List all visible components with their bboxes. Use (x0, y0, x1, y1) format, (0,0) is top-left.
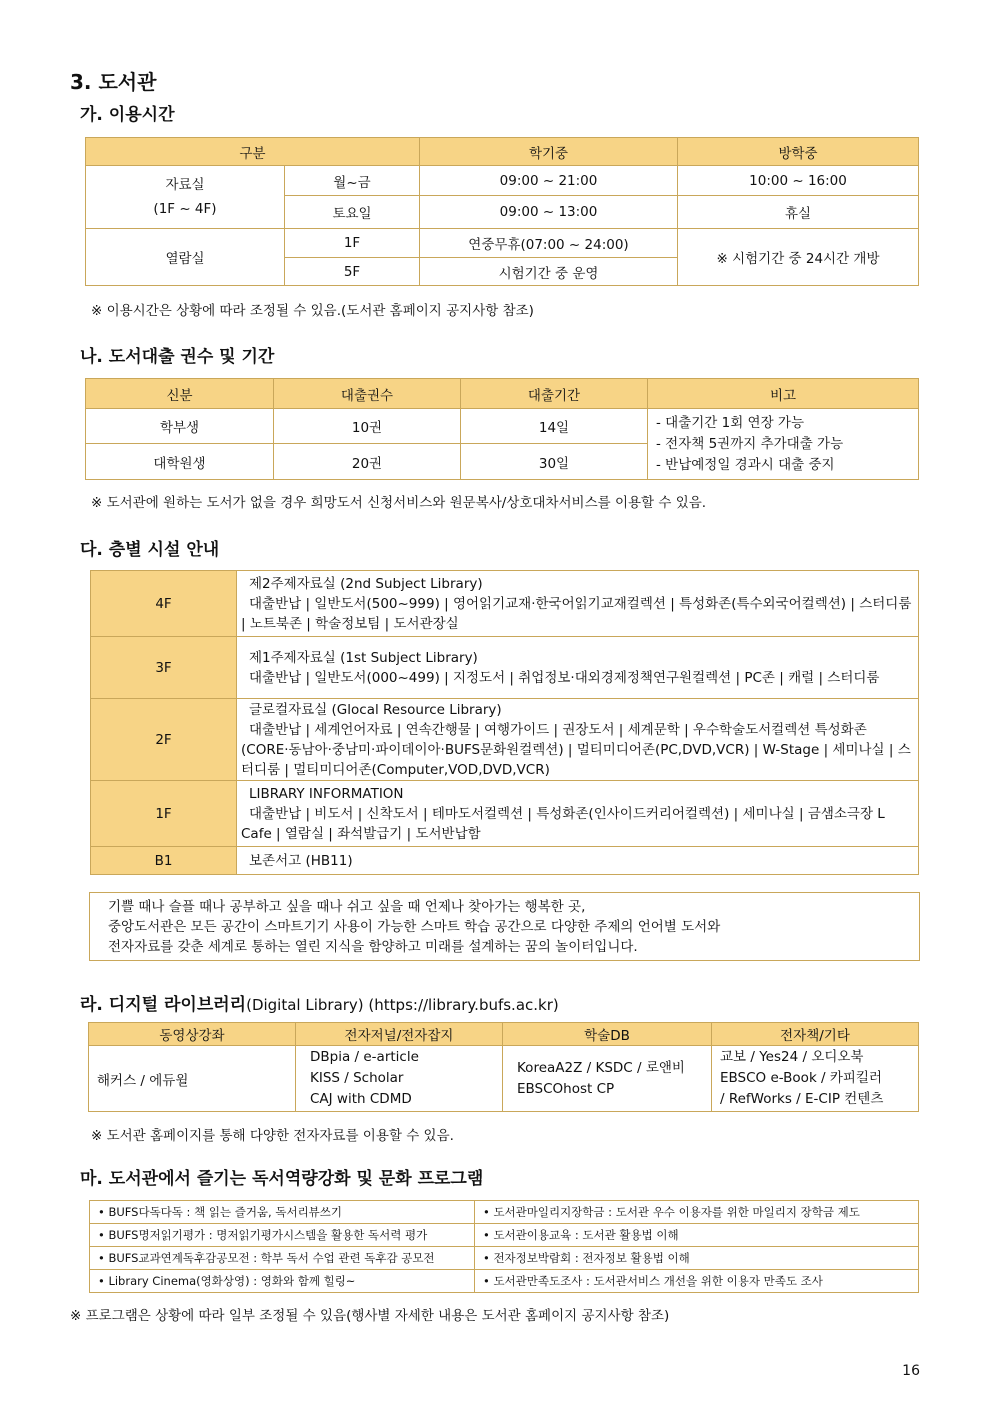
program-table (89, 1200, 919, 1293)
study-room-1f: 1F (285, 229, 420, 258)
loan-grad-period: 30일 (461, 444, 648, 480)
loan-undergrad-period: 14일 (461, 409, 648, 444)
loan-header-who: 신분 (86, 379, 274, 409)
floor-4f-info (237, 571, 919, 637)
saturday-label: 토요일 (285, 196, 420, 229)
floor-2f-desc: 대출반납 | 세계언어자료 | 연속간행물 | 여행가이드 | 권장도서 | 세계문학 | 우수학술도서컬렉션 특성화존(CORE·동남아·중남미·파이데이아·BUFS문화원컬렉션) | 멀티미디어존(PC,DVD,VCR) | W-Stage | 세미나실 | 스터디룸 | 멀티미디어존(Computer,VOD,DVD,VCR) (241, 721, 911, 778)
loan-remark-1: - 대출기간 1회 연장 가능 (656, 414, 804, 431)
digital-journal-3: CAJ with CDMD (310, 1091, 412, 1107)
loan-table (85, 378, 919, 480)
reading-room-cell (86, 166, 285, 229)
digital-db-1: KoreaA2Z / KSDC / 로앤비 (517, 1059, 685, 1076)
digital-ebook-2: EBSCO e-Book / 카피킬러 (720, 1070, 883, 1086)
digital-library-table (88, 1022, 919, 1112)
digital-ebook-3: / RefWorks / E-CIP 컨텐츠 (720, 1091, 884, 1107)
floor-1f-desc: 대출반납 | 비도서 | 신착도서 | 테마도서컬렉션 | 특성화존(인사이드커리어컬렉션) | 세미나실 | 금샘소극장 L Cafe | 열람실 | 좌석발급기 | 도서반납함 (241, 805, 885, 842)
section-e-heading: 마. 도서관에서 즐기는 독서역량강화 및 문화 프로그램 (80, 1169, 484, 1189)
floor-b1-info (237, 847, 919, 875)
digital-journal-2: KISS / Scholar (310, 1070, 404, 1086)
digital-header-ebook: 전자책/기타 (712, 1023, 919, 1046)
floor-2f: 2F (91, 699, 237, 781)
weekday-label: 월~금 (285, 166, 420, 196)
floor-1f-info (237, 781, 919, 847)
hours-table (85, 137, 919, 286)
floor-3f-info (237, 637, 919, 699)
hours-note: ※ 이용시간은 상황에 따라 조정될 수 있음.(도서관 홈페이지 공지사항 참조) (91, 303, 534, 319)
floor-b1: B1 (91, 847, 237, 875)
loan-header-count: 대출권수 (274, 379, 461, 409)
section-a-heading: 가. 이용시간 (80, 105, 175, 125)
floor-b1-title: 보존서고 (HB11) (249, 852, 353, 869)
digital-db-2: EBSCOhost CP (517, 1080, 615, 1097)
program-left-1: • BUFS다독다독 : 책 읽는 즐거움, 독서리뷰쓰기 (90, 1201, 475, 1224)
page-number: 16 (902, 1363, 920, 1379)
saturday-semester: 09:00 ~ 13:00 (420, 196, 678, 229)
section-b-heading: 나. 도서대출 권수 및 기간 (80, 347, 275, 367)
library-intro-box (89, 892, 920, 961)
study-room-5f: 5F (285, 258, 420, 286)
program-right-3: • 전자정보박람회 : 전자정보 활용법 이해 (475, 1247, 919, 1270)
digital-video-cell (89, 1046, 296, 1112)
weekday-vacation: 10:00 ~ 16:00 (678, 166, 919, 196)
program-right-1: • 도서관마일리지장학금 : 도서관 우수 이용자를 위한 마일리지 장학금 제도 (475, 1201, 919, 1224)
study-room-name: 열람실 (86, 229, 285, 286)
study-room-5f-hours: 시험기간 중 운영 (420, 258, 678, 286)
digital-journal-1: DBpia / e-article (310, 1049, 419, 1065)
digital-note: ※ 도서관 홈페이지를 통해 다양한 전자자료를 이용할 수 있음. (91, 1128, 454, 1144)
reading-room-floors: (1F ~ 4F) (153, 201, 217, 217)
floor-4f-desc: 대출반납 | 일반도서(500~999) | 영어읽기교재·한국어읽기교재컬렉션 | 특성화존(특수외국어컬렉션) | 스터디룸 | 노트북존 | 학술정보팀 | 도서관장실 (241, 595, 912, 632)
loan-grad-count: 20권 (274, 444, 461, 480)
hours-header-semester: 학기중 (420, 138, 678, 166)
program-left-3: • BUFS교과연계독후감공모전 : 학부 독서 수업 관련 독후감 공모전 (90, 1247, 475, 1270)
digital-video-1: 해커스 / 에듀윌 (97, 1072, 189, 1089)
floor-3f-title: 제1주제자료실 (1st Subject Library) (249, 649, 478, 666)
digital-header-journal: 전자저널/전자잡지 (296, 1023, 503, 1046)
digital-ebook-1: 교보 / Yes24 / 오디오북 (720, 1049, 864, 1065)
intro-line-1: 기쁠 때나 슬플 때나 공부하고 싶을 때나 쉬고 싶을 때 언제나 찾아가는 행복한 곳, (108, 899, 586, 915)
facility-table (90, 570, 919, 875)
section-d-heading (80, 990, 559, 1015)
program-right-4: • 도서관만족도조사 : 도서관서비스 개선을 위한 이용자 만족도 조사 (475, 1270, 919, 1293)
loan-note: ※ 도서관에 원하는 도서가 없을 경우 희망도서 신청서비스와 원문복사/상호대차서비스를 이용할 수 있음. (91, 495, 707, 511)
loan-header-period: 대출기간 (461, 379, 648, 409)
loan-remark-3: - 반납예정일 경과시 대출 중지 (656, 456, 835, 473)
program-left-4: • Library Cinema(영화상영) : 영화와 함께 힐링~ (90, 1270, 475, 1293)
program-note: ※ 프로그램은 상황에 따라 일부 조정될 수 있음(행사별 자세한 내용은 도서관 홈페이지 공지사항 참조) (70, 1308, 670, 1324)
loan-undergrad: 학부생 (86, 409, 274, 444)
digital-ebook-cell (712, 1046, 919, 1112)
floor-4f: 4F (91, 571, 237, 637)
program-right-2: • 도서관이용교육 : 도서관 활용법 이해 (475, 1224, 919, 1247)
floor-1f-title: LIBRARY INFORMATION (249, 785, 404, 802)
intro-line-3: 전자자료를 갖춘 세계로 통하는 열린 지식을 함양하고 미래를 설계하는 꿈의 놀이터입니다. (108, 939, 638, 955)
study-room-vacation: ※ 시험기간 중 24시간 개방 (678, 229, 919, 286)
study-room-1f-hours: 연중무휴(07:00 ~ 24:00) (420, 229, 678, 258)
saturday-vacation: 휴실 (678, 196, 919, 229)
reading-room-name: 자료실 (165, 177, 205, 193)
section-d-subtitle: (Digital Library) (https://library.bufs.ac.kr) (246, 996, 559, 1014)
floor-4f-title: 제2주제자료실 (2nd Subject Library) (249, 575, 483, 592)
floor-3f-desc: 대출반납 | 일반도서(000~499) | 지정도서 | 취업정보·대외경제정책연구원컬렉션 | PC존 | 캐럴 | 스터디룸 (249, 669, 880, 686)
intro-line-2: 중앙도서관은 모든 공간이 스마트기기 사용이 가능한 스마트 학습 공간으로 다양한 주제의 언어별 도서와 (108, 919, 721, 935)
loan-undergrad-count: 10권 (274, 409, 461, 444)
hours-header-vacation: 방학중 (678, 138, 919, 166)
floor-2f-title: 글로컬자료실 (Glocal Resource Library) (249, 701, 502, 718)
digital-header-video: 동영상강좌 (89, 1023, 296, 1046)
loan-grad: 대학원생 (86, 444, 274, 480)
loan-remarks (648, 409, 919, 480)
loan-remark-2: - 전자책 5권까지 추가대출 가능 (656, 435, 844, 452)
digital-db-cell (503, 1046, 712, 1112)
loan-header-remark: 비고 (648, 379, 919, 409)
digital-header-db: 학술DB (503, 1023, 712, 1046)
floor-1f: 1F (91, 781, 237, 847)
floor-2f-info (237, 699, 919, 781)
floor-3f: 3F (91, 637, 237, 699)
hours-header-category: 구분 (86, 138, 420, 166)
program-left-2: • BUFS명저읽기평가 : 명저읽기평가시스템을 활용한 독서력 평가 (90, 1224, 475, 1247)
page-title: 3. 도서관 (70, 70, 157, 94)
weekday-semester: 09:00 ~ 21:00 (420, 166, 678, 196)
section-d-title: 라. 디지털 라이브러리 (80, 995, 247, 1015)
section-c-heading: 다. 층별 시설 안내 (80, 540, 220, 560)
digital-journal-cell (296, 1046, 503, 1112)
